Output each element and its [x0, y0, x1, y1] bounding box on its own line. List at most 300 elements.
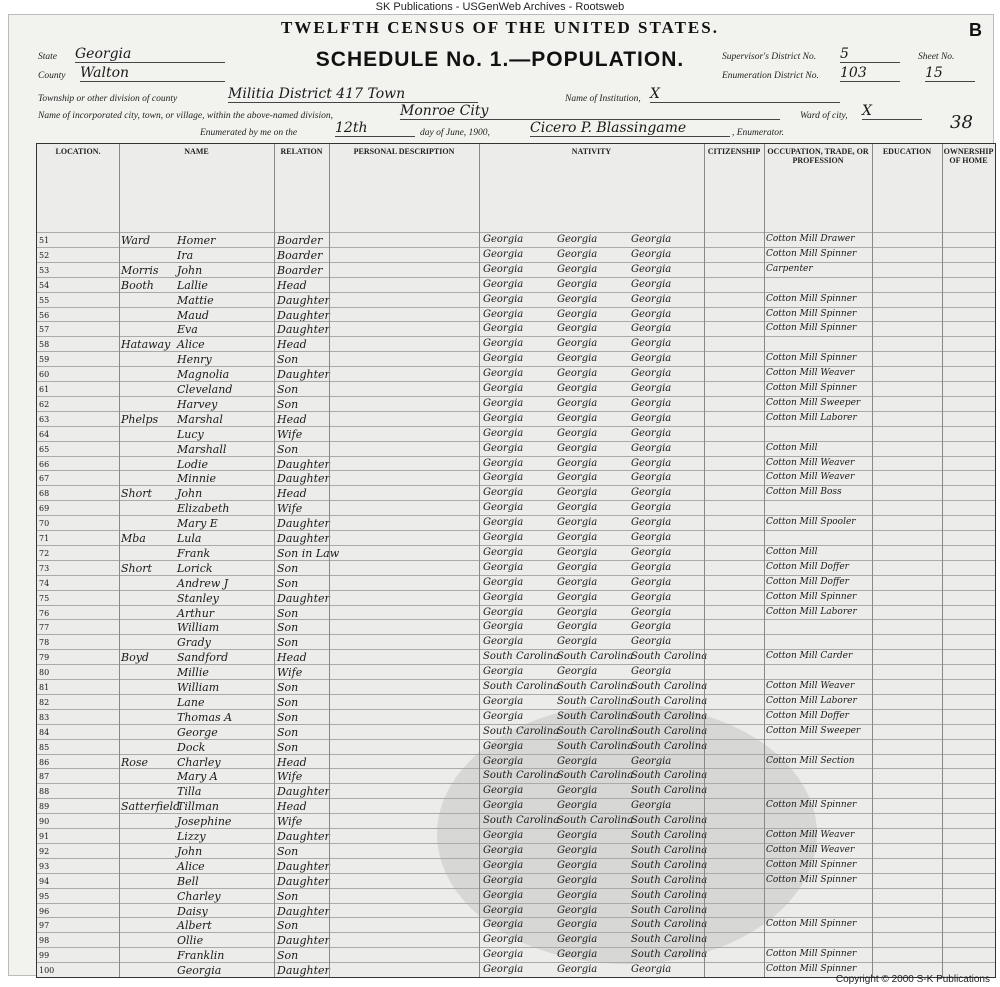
- cell-given-name: Thomas A: [177, 710, 233, 724]
- cell-line-number: 84: [39, 727, 50, 737]
- cell-relation: Head: [277, 800, 307, 814]
- cell-line-number: 72: [39, 548, 50, 558]
- cell-line-number: 70: [39, 519, 50, 529]
- cell-relation: Wife: [277, 666, 303, 680]
- census-title: TWELFTH CENSUS OF THE UNITED STATES.: [281, 18, 719, 37]
- cell-relation: Son: [277, 636, 299, 650]
- cell-father-birthplace: Georgia: [557, 800, 598, 812]
- column-relation: RELATION: [274, 144, 330, 232]
- cell-birthplace: Georgia: [483, 234, 524, 245]
- cell-father-birthplace: Georgia: [557, 532, 598, 543]
- cell-birthplace: Georgia: [483, 561, 524, 573]
- cell-father-birthplace: South Carolina: [557, 695, 634, 707]
- cell-relation: Head: [277, 338, 307, 352]
- cell-mother-birthplace: Georgia: [631, 621, 672, 633]
- institution-label: Name of Institution,: [565, 94, 641, 104]
- cell-relation: Daughter: [277, 323, 330, 337]
- cell-father-birthplace: Georgia: [557, 621, 598, 633]
- cell-line-number: 83: [39, 712, 50, 722]
- cell-occupation: Cotton Mill Spinner: [766, 919, 857, 930]
- cell-birthplace: Georgia: [483, 502, 524, 514]
- cell-given-name: Lane: [177, 695, 205, 709]
- cell-mother-birthplace: South Carolina: [631, 949, 708, 961]
- cell-mother-birthplace: Georgia: [631, 755, 672, 767]
- cell-birthplace: Georgia: [483, 323, 524, 335]
- enumeration-label: Enumeration District No.: [722, 71, 819, 81]
- cell-relation: Son: [277, 621, 299, 635]
- column-location: LOCATION.: [37, 144, 120, 232]
- cell-given-name: Andrew J: [177, 576, 229, 590]
- cell-birthplace: Georgia: [483, 755, 524, 767]
- cell-mother-birthplace: South Carolina: [631, 740, 708, 752]
- cell-given-name: Maud: [177, 308, 209, 322]
- cell-father-birthplace: Georgia: [557, 457, 598, 469]
- cell-relation: Head: [277, 487, 307, 501]
- cell-given-name: Alice: [177, 338, 205, 352]
- cell-mother-birthplace: Georgia: [631, 338, 672, 350]
- cell-occupation: Cotton Mill: [766, 546, 818, 557]
- cell-mother-birthplace: Georgia: [631, 561, 672, 573]
- cell-father-birthplace: Georgia: [557, 844, 598, 856]
- cell-father-birthplace: Georgia: [557, 383, 598, 394]
- cell-given-name: Albert: [177, 919, 212, 933]
- cell-surname: Phelps: [121, 412, 159, 426]
- cell-line-number: 64: [39, 429, 50, 439]
- cell-surname: Hataway: [121, 338, 171, 352]
- cell-father-birthplace: Georgia: [557, 427, 598, 439]
- cell-given-name: Tillman: [177, 800, 219, 814]
- cell-relation: Daughter: [277, 830, 330, 843]
- cell-given-name: Josephine: [177, 815, 232, 829]
- cell-mother-birthplace: Georgia: [631, 368, 672, 380]
- cell-line-number: 63: [39, 414, 50, 424]
- column-ownership: OWNERSHIP OF HOME: [943, 147, 994, 165]
- cell-surname: Morris: [121, 263, 159, 277]
- cell-birthplace: South Carolina: [483, 681, 560, 692]
- cell-relation: Son: [277, 576, 299, 590]
- cell-birthplace: Georgia: [483, 859, 524, 871]
- cell-line-number: 82: [39, 697, 50, 707]
- supervisor-label: Supervisor's District No.: [722, 52, 817, 62]
- cell-given-name: Homer: [177, 234, 216, 247]
- cell-mother-birthplace: Georgia: [631, 293, 672, 305]
- cell-mother-birthplace: South Carolina: [631, 859, 708, 871]
- cell-occupation: Cotton Mill Spinner: [766, 800, 857, 811]
- cell-relation: Head: [277, 412, 307, 426]
- cell-occupation: Cotton Mill Doffer: [766, 710, 849, 721]
- cell-relation: Head: [277, 651, 307, 665]
- cell-occupation: Cotton Mill Spinner: [766, 964, 857, 975]
- cell-birthplace: Georgia: [483, 368, 524, 380]
- cell-father-birthplace: Georgia: [557, 293, 598, 305]
- cell-birthplace: Georgia: [483, 278, 524, 290]
- cell-occupation: Cotton Mill Section: [766, 755, 855, 766]
- cell-birthplace: Georgia: [483, 576, 524, 588]
- cell-line-number: 78: [39, 638, 50, 648]
- cell-given-name: Lula: [177, 532, 202, 545]
- cell-line-number: 57: [39, 325, 50, 335]
- cell-father-birthplace: Georgia: [557, 308, 598, 320]
- cell-surname: Rose: [121, 755, 149, 769]
- cell-given-name: Arthur: [177, 606, 215, 620]
- cell-father-birthplace: Georgia: [557, 487, 598, 499]
- cell-given-name: Daisy: [177, 904, 208, 918]
- column-rule: [764, 144, 765, 977]
- cell-line-number: 54: [39, 280, 50, 290]
- township-label: Township or other division of county: [38, 94, 178, 104]
- cell-occupation: Cotton Mill Spinner: [766, 293, 857, 304]
- cell-given-name: Georgia: [177, 964, 222, 978]
- enumeration-value: 103: [840, 65, 900, 82]
- cell-occupation: Cotton Mill Weaver: [766, 472, 855, 483]
- enumerated-day: 12th: [335, 120, 415, 137]
- state-value: Georgia: [75, 46, 225, 63]
- cell-birthplace: Georgia: [483, 889, 524, 901]
- cell-father-birthplace: Georgia: [557, 442, 598, 454]
- cell-line-number: 60: [39, 370, 50, 380]
- cell-given-name: Magnolia: [177, 368, 230, 382]
- cell-relation: Daughter: [277, 785, 330, 799]
- cell-given-name: Mary A: [177, 770, 218, 784]
- cell-relation: Boarder: [277, 248, 323, 262]
- cell-mother-birthplace: Georgia: [631, 606, 672, 618]
- month-label: day of June, 1900,: [420, 128, 490, 138]
- schedule-title: SCHEDULE No. 1.—POPULATION.: [315, 48, 685, 71]
- cell-birthplace: Georgia: [483, 263, 524, 275]
- cell-relation: Boarder: [277, 263, 323, 277]
- cell-given-name: Ira: [177, 248, 194, 262]
- cell-given-name: Bell: [177, 874, 199, 888]
- cell-birthplace: Georgia: [483, 830, 524, 841]
- cell-mother-birthplace: Georgia: [631, 591, 672, 603]
- cell-line-number: 75: [39, 593, 50, 603]
- column-education: EDUCATION: [872, 144, 943, 232]
- cell-birthplace: Georgia: [483, 397, 524, 409]
- cell-given-name: Marshall: [177, 442, 227, 456]
- cell-mother-birthplace: Georgia: [631, 383, 672, 394]
- cell-relation: Daughter: [277, 293, 330, 307]
- cell-mother-birthplace: Georgia: [631, 323, 672, 335]
- cell-occupation: Cotton Mill Laborer: [766, 606, 857, 617]
- enumerator-name: Cicero P. Blassingame: [530, 120, 730, 137]
- cell-mother-birthplace: Georgia: [631, 457, 672, 469]
- cell-occupation: Cotton Mill Laborer: [766, 695, 857, 706]
- cell-occupation: Cotton Mill Drawer: [766, 234, 855, 244]
- cell-given-name: Harvey: [177, 397, 218, 411]
- cell-given-name: Henry: [177, 353, 212, 367]
- cell-relation: Wife: [277, 427, 303, 441]
- cell-birthplace: Georgia: [483, 353, 524, 365]
- cell-birthplace: Georgia: [483, 800, 524, 812]
- column-rule: [704, 144, 705, 977]
- cell-surname: Short: [121, 561, 152, 575]
- cell-line-number: 53: [39, 265, 50, 275]
- cell-birthplace: Georgia: [483, 517, 524, 529]
- cell-father-birthplace: South Carolina: [557, 770, 634, 782]
- cell-surname: Mba: [121, 532, 146, 545]
- cell-mother-birthplace: Georgia: [631, 397, 672, 409]
- cell-given-name: Millie: [177, 666, 209, 680]
- column-nativity: NATIVITY: [479, 144, 705, 232]
- cell-father-birthplace: South Carolina: [557, 710, 634, 722]
- cell-mother-birthplace: Georgia: [631, 636, 672, 648]
- column-rule: [942, 144, 943, 977]
- cell-line-number: 52: [39, 250, 50, 260]
- cell-birthplace: Georgia: [483, 636, 524, 648]
- cell-relation: Daughter: [277, 964, 330, 978]
- cell-birthplace: Georgia: [483, 383, 524, 394]
- cell-given-name: Cleveland: [177, 383, 233, 396]
- cell-relation: Son: [277, 710, 299, 724]
- ward-value: X: [862, 103, 922, 120]
- cell-given-name: Lodie: [177, 457, 208, 471]
- cell-line-number: 95: [39, 891, 50, 901]
- cell-occupation: Cotton Mill Weaver: [766, 368, 855, 379]
- cell-relation: Son: [277, 383, 299, 396]
- census-table: [36, 143, 996, 978]
- cell-occupation: Cotton Mill Spinner: [766, 874, 857, 885]
- cell-father-birthplace: Georgia: [557, 919, 598, 931]
- cell-father-birthplace: Georgia: [557, 248, 598, 260]
- cell-relation: Wife: [277, 502, 303, 516]
- cell-given-name: John: [177, 263, 203, 277]
- corner-letter: B: [969, 20, 982, 40]
- cell-father-birthplace: Georgia: [557, 874, 598, 886]
- cell-line-number: 71: [39, 534, 50, 543]
- cell-father-birthplace: Georgia: [557, 591, 598, 603]
- cell-line-number: 55: [39, 295, 50, 305]
- cell-father-birthplace: Georgia: [557, 278, 598, 290]
- cell-line-number: 87: [39, 772, 50, 782]
- cell-line-number: 76: [39, 608, 50, 618]
- state-label: State: [38, 52, 57, 62]
- cell-birthplace: Georgia: [483, 442, 524, 454]
- cell-line-number: 77: [39, 623, 50, 633]
- cell-line-number: 68: [39, 489, 50, 499]
- cell-birthplace: Georgia: [483, 308, 524, 320]
- cell-mother-birthplace: Georgia: [631, 278, 672, 290]
- cell-line-number: 90: [39, 817, 50, 827]
- cell-given-name: Lorick: [177, 561, 213, 575]
- cell-relation: Son: [277, 919, 299, 933]
- cell-relation: Daughter: [277, 532, 330, 545]
- cell-father-birthplace: Georgia: [557, 323, 598, 335]
- cell-father-birthplace: Georgia: [557, 338, 598, 350]
- cell-occupation: Cotton Mill Spinner: [766, 859, 857, 870]
- cell-relation: Daughter: [277, 934, 330, 948]
- cell-birthplace: Georgia: [483, 248, 524, 260]
- cell-mother-birthplace: South Carolina: [631, 770, 708, 782]
- cell-mother-birthplace: Georgia: [631, 353, 672, 365]
- cell-line-number: 62: [39, 399, 50, 409]
- cell-occupation: Cotton Mill Carder: [766, 651, 853, 662]
- cell-given-name: Lallie: [177, 278, 208, 292]
- county-label: County: [38, 71, 66, 81]
- cell-father-birthplace: Georgia: [557, 561, 598, 573]
- cell-given-name: Grady: [177, 636, 211, 650]
- cell-occupation: Carpenter: [766, 263, 813, 274]
- cell-relation: Son in Law: [277, 546, 340, 560]
- township-value: Militia District 417 Town: [228, 86, 478, 103]
- cell-mother-birthplace: Georgia: [631, 487, 672, 499]
- cell-mother-birthplace: Georgia: [631, 800, 672, 812]
- cell-line-number: 98: [39, 936, 50, 946]
- cell-occupation: Cotton Mill Spinner: [766, 591, 857, 602]
- enumerator-label: , Enumerator.: [732, 128, 784, 138]
- cell-given-name: Frank: [177, 546, 211, 560]
- cell-surname: Ward: [121, 234, 151, 247]
- cell-relation: Son: [277, 889, 299, 903]
- cell-relation: Daughter: [277, 517, 330, 531]
- sheet-label: Sheet No.: [918, 52, 955, 62]
- cell-occupation: Cotton Mill Spinner: [766, 949, 857, 960]
- cell-line-number: 51: [39, 236, 50, 245]
- cell-father-birthplace: Georgia: [557, 859, 598, 871]
- cell-father-birthplace: Georgia: [557, 502, 598, 514]
- cell-line-number: 65: [39, 444, 50, 454]
- cell-occupation: Cotton Mill Spinner: [766, 353, 857, 364]
- cell-occupation: Cotton Mill Weaver: [766, 457, 855, 468]
- cell-birthplace: Georgia: [483, 293, 524, 305]
- cell-given-name: Stanley: [177, 591, 219, 605]
- cell-birthplace: South Carolina: [483, 725, 560, 737]
- cell-birthplace: Georgia: [483, 412, 524, 424]
- cell-birthplace: Georgia: [483, 546, 524, 558]
- cell-occupation: Cotton Mill Doffer: [766, 561, 849, 572]
- cell-birthplace: Georgia: [483, 532, 524, 543]
- cell-line-number: 73: [39, 563, 50, 573]
- cell-given-name: Eva: [177, 323, 198, 337]
- cell-relation: Son: [277, 397, 299, 411]
- cell-father-birthplace: Georgia: [557, 263, 598, 275]
- cell-mother-birthplace: Georgia: [631, 263, 672, 275]
- cell-father-birthplace: Georgia: [557, 755, 598, 767]
- column-occupation: OCCUPATION, TRADE, OR PROFESSION: [764, 144, 873, 232]
- cell-birthplace: Georgia: [483, 472, 524, 484]
- cell-mother-birthplace: Georgia: [631, 248, 672, 260]
- cell-relation: Daughter: [277, 308, 330, 322]
- cell-relation: Daughter: [277, 591, 330, 605]
- cell-given-name: George: [177, 725, 218, 739]
- cell-line-number: 85: [39, 742, 50, 752]
- cell-mother-birthplace: South Carolina: [631, 651, 708, 663]
- cell-mother-birthplace: Georgia: [631, 546, 672, 558]
- cell-birthplace: Georgia: [483, 427, 524, 439]
- cell-father-birthplace: South Carolina: [557, 725, 634, 737]
- cell-surname: Booth: [121, 278, 154, 292]
- cell-father-birthplace: South Carolina: [557, 681, 634, 692]
- cell-line-number: 88: [39, 787, 50, 797]
- cell-line-number: 61: [39, 385, 50, 394]
- cell-relation: Son: [277, 606, 299, 620]
- cell-surname: Satterfield: [121, 800, 181, 814]
- cell-given-name: Mary E: [177, 517, 218, 531]
- cell-surname: Short: [121, 487, 152, 501]
- cell-birthplace: Georgia: [483, 621, 524, 633]
- cell-line-number: 74: [39, 578, 50, 588]
- cell-relation: Son: [277, 442, 299, 456]
- column-rule: [479, 144, 480, 977]
- cell-mother-birthplace: Georgia: [631, 427, 672, 439]
- cell-occupation: Cotton Mill Laborer: [766, 412, 857, 423]
- cell-line-number: 67: [39, 474, 50, 484]
- cell-line-number: 86: [39, 757, 50, 767]
- column-rule: [119, 144, 120, 977]
- cell-given-name: William: [177, 681, 220, 694]
- cell-given-name: William: [177, 621, 220, 635]
- cell-mother-birthplace: South Carolina: [631, 815, 708, 827]
- county-value: Walton: [80, 65, 225, 82]
- cell-father-birthplace: Georgia: [557, 904, 598, 916]
- cell-mother-birthplace: South Carolina: [631, 710, 708, 722]
- cell-line-number: 93: [39, 861, 50, 871]
- cell-mother-birthplace: South Carolina: [631, 889, 708, 901]
- cell-surname: Boyd: [121, 651, 149, 665]
- cell-birthplace: Georgia: [483, 457, 524, 469]
- cell-birthplace: Georgia: [483, 949, 524, 961]
- cell-line-number: 56: [39, 310, 50, 320]
- cell-given-name: Marshal: [177, 412, 223, 426]
- cell-occupation: Cotton Mill Weaver: [766, 681, 855, 691]
- cell-occupation: Cotton Mill Sweeper: [766, 397, 861, 408]
- cell-birthplace: Georgia: [483, 710, 524, 722]
- column-rule: [274, 144, 275, 977]
- cell-occupation: Cotton Mill Spinner: [766, 248, 857, 259]
- cell-father-birthplace: Georgia: [557, 830, 598, 841]
- cell-relation: Daughter: [277, 904, 330, 918]
- archive-banner: SK Publications - USGenWeb Archives - Rootsweb: [0, 0, 1000, 14]
- cell-father-birthplace: Georgia: [557, 412, 598, 424]
- cell-father-birthplace: Georgia: [557, 234, 598, 245]
- cell-relation: Daughter: [277, 368, 330, 382]
- cell-relation: Son: [277, 353, 299, 367]
- cell-relation: Daughter: [277, 457, 330, 471]
- cell-line-number: 97: [39, 921, 50, 931]
- cell-given-name: Ollie: [177, 934, 204, 948]
- column-rule: [872, 144, 873, 977]
- cell-occupation: Cotton Mill: [766, 442, 818, 453]
- cell-relation: Wife: [277, 815, 303, 829]
- cell-line-number: 79: [39, 653, 50, 663]
- cell-line-number: 66: [39, 459, 50, 469]
- cell-birthplace: Georgia: [483, 934, 524, 946]
- cell-birthplace: Georgia: [483, 666, 524, 678]
- cell-mother-birthplace: Georgia: [631, 472, 672, 484]
- cell-birthplace: Georgia: [483, 695, 524, 707]
- ward-label: Ward of city,: [800, 111, 848, 121]
- column-rule: [329, 144, 330, 977]
- cell-birthplace: Georgia: [483, 874, 524, 886]
- cell-relation: Head: [277, 755, 307, 769]
- cell-occupation: Cotton Mill Sweeper: [766, 725, 861, 736]
- cell-father-birthplace: Georgia: [557, 353, 598, 365]
- cell-mother-birthplace: Georgia: [631, 502, 672, 514]
- cell-father-birthplace: Georgia: [557, 889, 598, 901]
- cell-father-birthplace: Georgia: [557, 666, 598, 678]
- cell-occupation: Cotton Mill Weaver: [766, 830, 855, 840]
- cell-father-birthplace: Georgia: [557, 517, 598, 529]
- cell-relation: Head: [277, 278, 307, 292]
- cell-occupation: Cotton Mill Doffer: [766, 576, 849, 587]
- cell-line-number: 59: [39, 355, 50, 365]
- cell-occupation: Cotton Mill Spinner: [766, 308, 857, 319]
- page-mark: 38: [950, 112, 973, 133]
- cell-given-name: Mattie: [177, 293, 214, 307]
- cell-line-number: 58: [39, 340, 50, 350]
- cell-mother-birthplace: South Carolina: [631, 785, 708, 797]
- cell-relation: Son: [277, 681, 299, 694]
- cell-occupation: Cotton Mill Spooler: [766, 517, 856, 528]
